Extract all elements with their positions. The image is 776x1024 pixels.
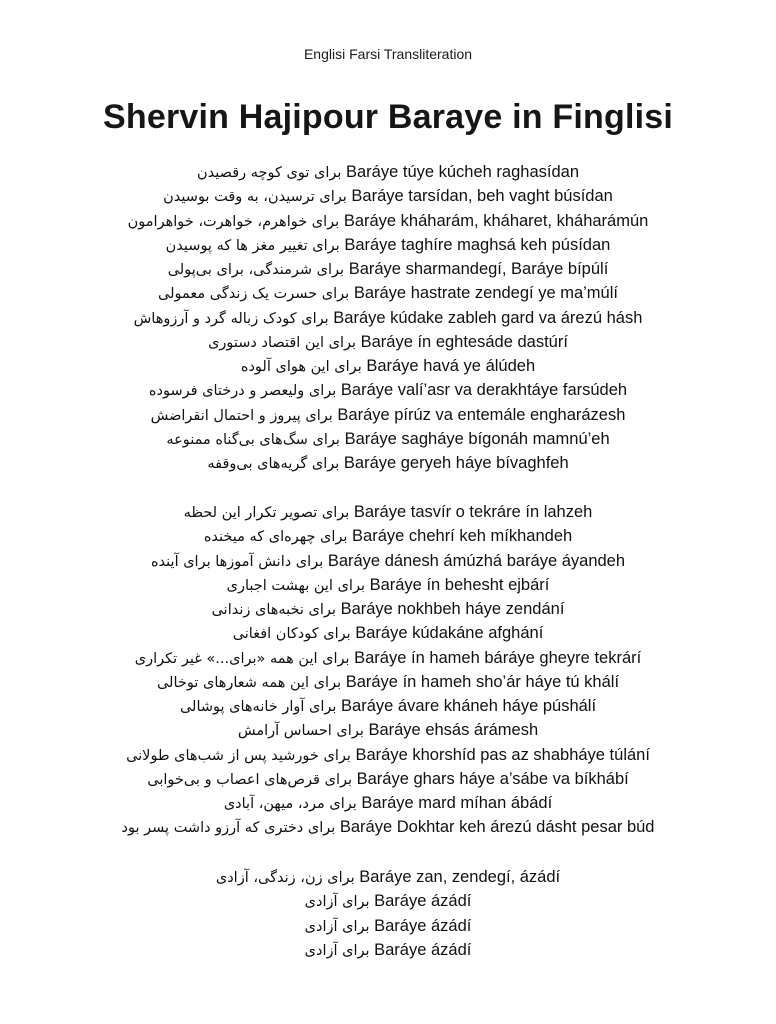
farsi-text: برای خواهرم، خواهرت، خواهرامون: [127, 213, 340, 230]
farsi-text: برای گریه‌های بی‌وقفه: [207, 456, 340, 472]
lyric-line: [0, 378, 776, 402]
farsi-text: برای آزادی: [304, 918, 370, 935]
lyric-line: [0, 549, 776, 573]
lyric-line: [0, 257, 776, 281]
transliteration-text: Baráye havá ye álúdeh: [366, 357, 536, 375]
farsi-text: برای احساس آرامش: [237, 723, 364, 740]
farsi-text: برای کودک زباله گرد و آرزوهاش: [133, 310, 329, 327]
farsi-text: برای سگ‌های بی‌گناه ممنوعه: [166, 431, 340, 448]
page-title: Shervin Hajipour Baraye in Finglisi: [102, 98, 674, 136]
transliteration-text: Baráye Dokhtar keh árezú dásht pesar búd: [339, 818, 655, 837]
transliteration-text: Baráye zan, zendegí, ázádí: [359, 868, 561, 886]
farsi-text: برای ولیعصر و درختای فرسوده: [148, 383, 337, 400]
farsi-text: برای خورشید پس از شب‌های طولانی: [126, 747, 351, 764]
farsi-text: برای این هوای آلوده: [240, 359, 362, 375]
lyric-line: [0, 865, 776, 889]
stanza-1: [0, 160, 776, 475]
lyric-line: [0, 670, 776, 694]
transliteration-text: Baráye geryeh háye bívaghfeh: [343, 454, 569, 472]
lyric-line: [0, 306, 776, 330]
lyric-line: [0, 281, 776, 305]
lyric-line: [0, 815, 776, 839]
transliteration-text: Baráye ín hameh sho’ár háye tú khálí: [345, 672, 620, 691]
lyric-line: [0, 184, 776, 208]
transliteration-text: Baráye taghíre maghsá keh púsídan: [344, 235, 611, 254]
transliteration-text: Baráye ázádí: [374, 940, 472, 959]
transliteration-text: Baráye hastrate zendegí ye ma’múlí: [353, 284, 618, 303]
farsi-text: برای کودکان افغانی: [232, 626, 351, 643]
page-header: Englisi Farsi Transliteration: [303, 46, 473, 62]
farsi-text: برای زن، زندگی، آزادی: [215, 870, 355, 886]
farsi-text: برای دانش آموزها برای آینده: [150, 553, 324, 570]
farsi-text: برای این همه شعارهای توخالی: [156, 674, 342, 691]
farsi-text: برای چهره‌ای که میخنده: [203, 529, 348, 546]
lyric-line: [0, 403, 776, 427]
farsi-text: برای دختری که آرزو داشت پسر بود: [121, 820, 336, 837]
farsi-text: برای ترسیدن، به وقت بوسیدن: [163, 189, 347, 206]
transliteration-text: Baráye túye kúcheh raghasídan: [346, 163, 579, 181]
farsi-text: برای آزادی: [304, 894, 370, 911]
lyric-line: [0, 500, 776, 524]
farsi-text: برای آوار خانه‌های پوشالی: [179, 699, 337, 715]
lyric-line: [0, 451, 776, 475]
lyric-line: [0, 694, 776, 718]
transliteration-text: Baráye sagháye bígonáh mamnú’eh: [344, 429, 610, 448]
lyric-line: [0, 621, 776, 645]
transliteration-text: Baráye tarsídan, beh vaght búsídan: [351, 187, 613, 206]
farsi-text: برای مرد، میهن، آبادی: [223, 796, 357, 812]
lyric-line: [0, 791, 776, 815]
lyric-line: [0, 646, 776, 670]
lyric-line: [0, 889, 776, 913]
farsi-text: برای آزادی: [304, 942, 370, 959]
lyric-line: [0, 938, 776, 962]
transliteration-text: Baráye ehsás árámesh: [368, 721, 539, 740]
farsi-text: برای تصویر تکرار این لحظه: [183, 505, 350, 521]
transliteration-text: Baráye ghars háye a’sábe va bíkhábí: [356, 769, 629, 788]
lyric-line: [0, 160, 776, 184]
lyric-line: [0, 330, 776, 354]
transliteration-text: Baráye ín hameh báráye gheyre tekrárí: [354, 648, 642, 667]
lyric-line: [0, 524, 776, 548]
transliteration-text: Baráye pírúz va entemále engharázesh: [337, 405, 626, 424]
lyric-line: [0, 233, 776, 257]
farsi-text: برای توی کوچه رقصیدن: [197, 165, 342, 181]
transliteration-text: Baráye dánesh ámúzhá baráye áyandeh: [327, 551, 626, 570]
lyric-line: [0, 573, 776, 597]
transliteration-text: Baráye valí’asr va derakhtáye farsúdeh: [340, 381, 628, 400]
lyric-line: [0, 767, 776, 791]
transliteration-text: Baráye chehrí keh míkhandeh: [352, 527, 573, 546]
transliteration-text: Baráye sharmandegí, Baráye bípúlí: [348, 260, 609, 278]
transliteration-text: Baráye ávare kháneh háye púshálí: [341, 697, 597, 715]
lyric-line: [0, 597, 776, 621]
lyric-line: [0, 427, 776, 451]
transliteration-text: Baráye ázádí: [374, 916, 472, 935]
transliteration-text: Baráye mard míhan ábádí: [361, 794, 553, 812]
transliteration-text: Baráye kháharám, kháharet, kháharámún: [343, 211, 649, 230]
farsi-text: برای این همه «برای...» غیر تکراری: [134, 650, 350, 667]
farsi-text: برای شرمندگی، برای بی‌پولی: [167, 262, 345, 278]
lyric-line: [0, 718, 776, 742]
farsi-text: برای تغییر مغز ها که پوسیدن: [165, 237, 340, 254]
lyric-line: [0, 743, 776, 767]
farsi-text: برای این بهشت اجباری: [226, 577, 365, 594]
transliteration-text: Baráye kúdake zableh gard va árezú hásh: [333, 308, 643, 327]
transliteration-text: Baráye kúdakáne afghání: [355, 624, 544, 643]
transliteration-text: Baráye ín eghtesáde dastúrí: [360, 332, 568, 351]
stanza-3: [0, 865, 776, 962]
farsi-text: برای نخبه‌های زندانی: [211, 602, 336, 618]
farsi-text: برای قرص‌های اعصاب و بی‌خوابی: [147, 771, 353, 788]
lyric-line: [0, 914, 776, 938]
farsi-text: برای حسرت یک زندگی معمولی: [158, 286, 350, 303]
transliteration-text: Baráye khorshíd pas az shabháye túlání: [355, 745, 650, 764]
farsi-text: برای این اقتصاد دستوری: [208, 334, 357, 351]
transliteration-text: Baráye nokhbeh háye zendání: [340, 600, 565, 618]
transliteration-text: Baráye ín behesht ejbárí: [369, 575, 550, 594]
lyric-line: [0, 354, 776, 378]
lyric-line: [0, 209, 776, 233]
transliteration-text: Baráye tasvír o tekráre ín lahzeh: [353, 503, 593, 521]
stanza-2: [0, 500, 776, 840]
farsi-text: برای پیروز و احتمال انقراضش: [150, 407, 333, 424]
transliteration-text: Baráye ázádí: [374, 892, 472, 911]
